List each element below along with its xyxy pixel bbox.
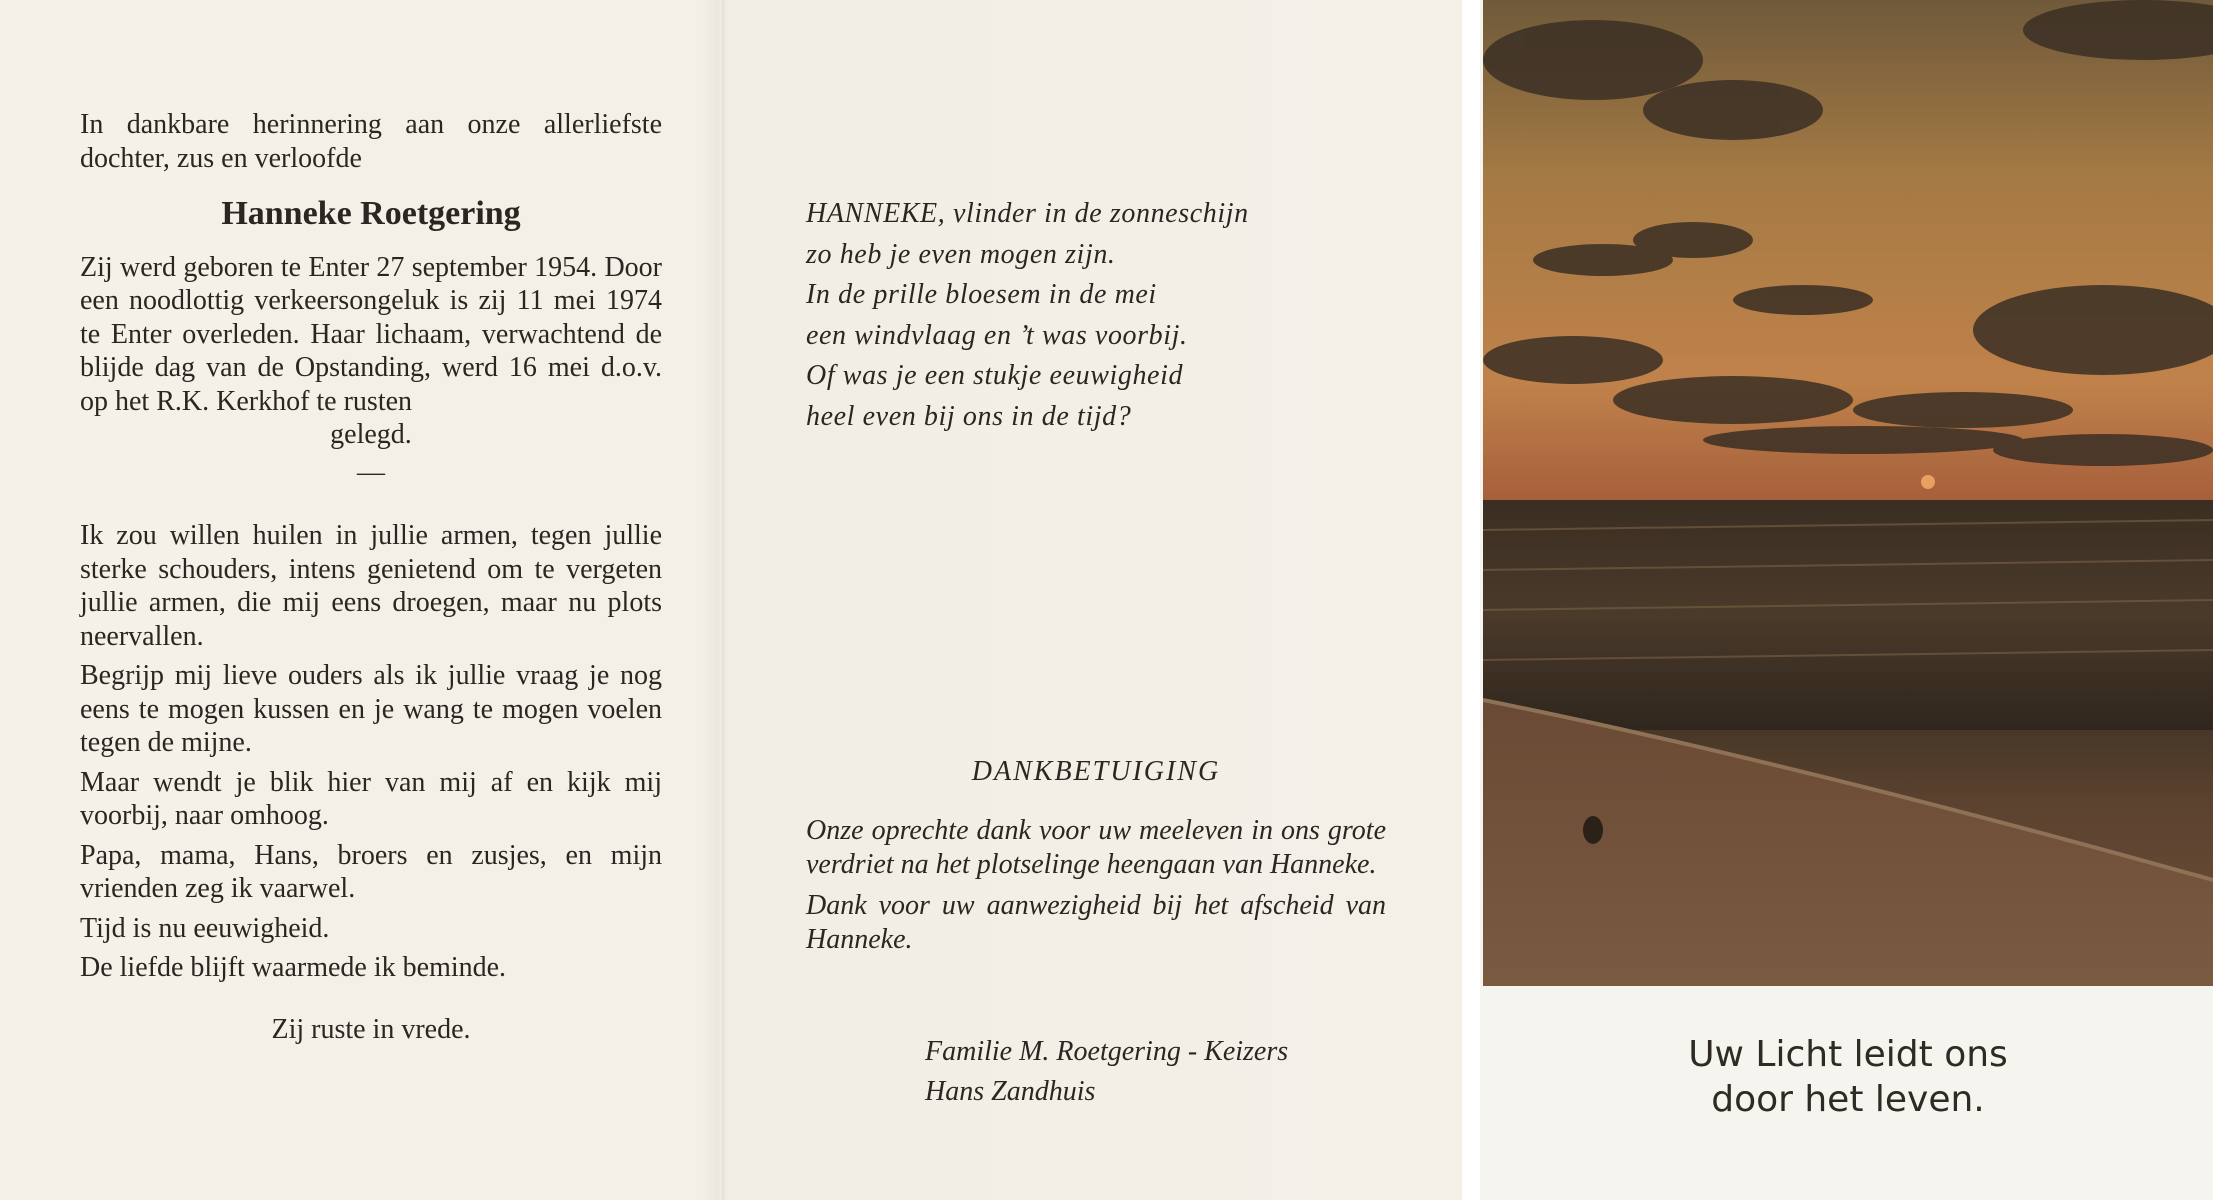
poem-line: een windvlaag en ’t was voorbij.: [806, 319, 1188, 351]
poem-paragraph: Tijd is nu eeuwigheid.: [80, 912, 330, 944]
poem-line: zo heb je even mogen zijn.: [806, 238, 1116, 270]
poem-line: Of was je een stukje eeuwigheid: [806, 360, 1184, 391]
bio-last-line: gelegd.: [330, 419, 412, 450]
poem-line: In de prille bloesem in de mei: [806, 279, 1157, 310]
closing-text: Zij ruste in vrede.: [271, 1013, 471, 1045]
poem-paragraph: Maar wendt je blik hier van mij af en kijk mij voorbij, naar omhoog.: [80, 766, 662, 831]
poem-line: heel even bij ons in de tijd?: [806, 400, 1132, 432]
card-gap: [1462, 0, 1480, 1200]
poem-paragraph: Ik zou willen huilen in jullie armen, tegen jullie sterke schouders, intens genietend om te vergeten jullie armen, die mij eens droegen, maar nu plots neervallen.: [80, 520, 662, 652]
caption-line: door het leven.: [1711, 1079, 1985, 1120]
poem-paragraph: De liefde blijft waarmede ik beminde.: [80, 952, 507, 983]
sunset-photo: [1483, 0, 2213, 986]
left-panel: [80, 108, 662, 1046]
separator: —: [357, 456, 385, 488]
intro-text: In dankbare herinnering aan onze allerliefste dochter, zus en verloofde: [80, 109, 662, 174]
thanks-title: DANKBETUIGING: [971, 756, 1221, 787]
bio-paragraph: Zij werd geboren te Enter 27 september 1954. Door een noodlottig verkeersongeluk is zij 11 mei 1974 te Enter overleden. Haar lichaam, verwachtend de blijde dag van de Opstanding, werd 16 mei d.o.v. op het R.K. Kerkhof te rusten: [80, 251, 662, 417]
middle-poem: [806, 194, 1386, 437]
card-fold: [722, 0, 726, 1200]
thanks-paragraph: Onze oprechte dank voor uw meeleven in ons grote verdriet na het plotselinge heengaan van Hanneke.: [806, 815, 1386, 880]
signature-line: Familie M. Roetgering - Keizers: [925, 1036, 1289, 1067]
caption-line: Uw Licht leidt ons: [1688, 1034, 2008, 1075]
poem-paragraph: Begrijp mij lieve ouders als ik jullie vraag je nog eens te mogen kussen en je wang te mogen voelen tegen de mijne.: [80, 660, 662, 758]
poem-line: HANNEKE, vlinder in de zonneschijn: [806, 198, 1249, 229]
sunset-illustration: [1483, 0, 2213, 986]
signature-line: Hans Zandhuis: [925, 1076, 1096, 1107]
signatures: [925, 1032, 1385, 1112]
photo-caption: [1483, 1032, 2213, 1122]
deceased-name: Hanneke Roetgering: [221, 195, 521, 232]
thanks-text: [806, 814, 1386, 964]
poem-paragraph: Papa, mama, Hans, broers en zusjes, en mijn vrienden zeg ik vaarwel.: [80, 839, 662, 904]
thanks-paragraph: Dank voor uw aanwezigheid bij het afscheid van Hanneke.: [806, 890, 1386, 955]
